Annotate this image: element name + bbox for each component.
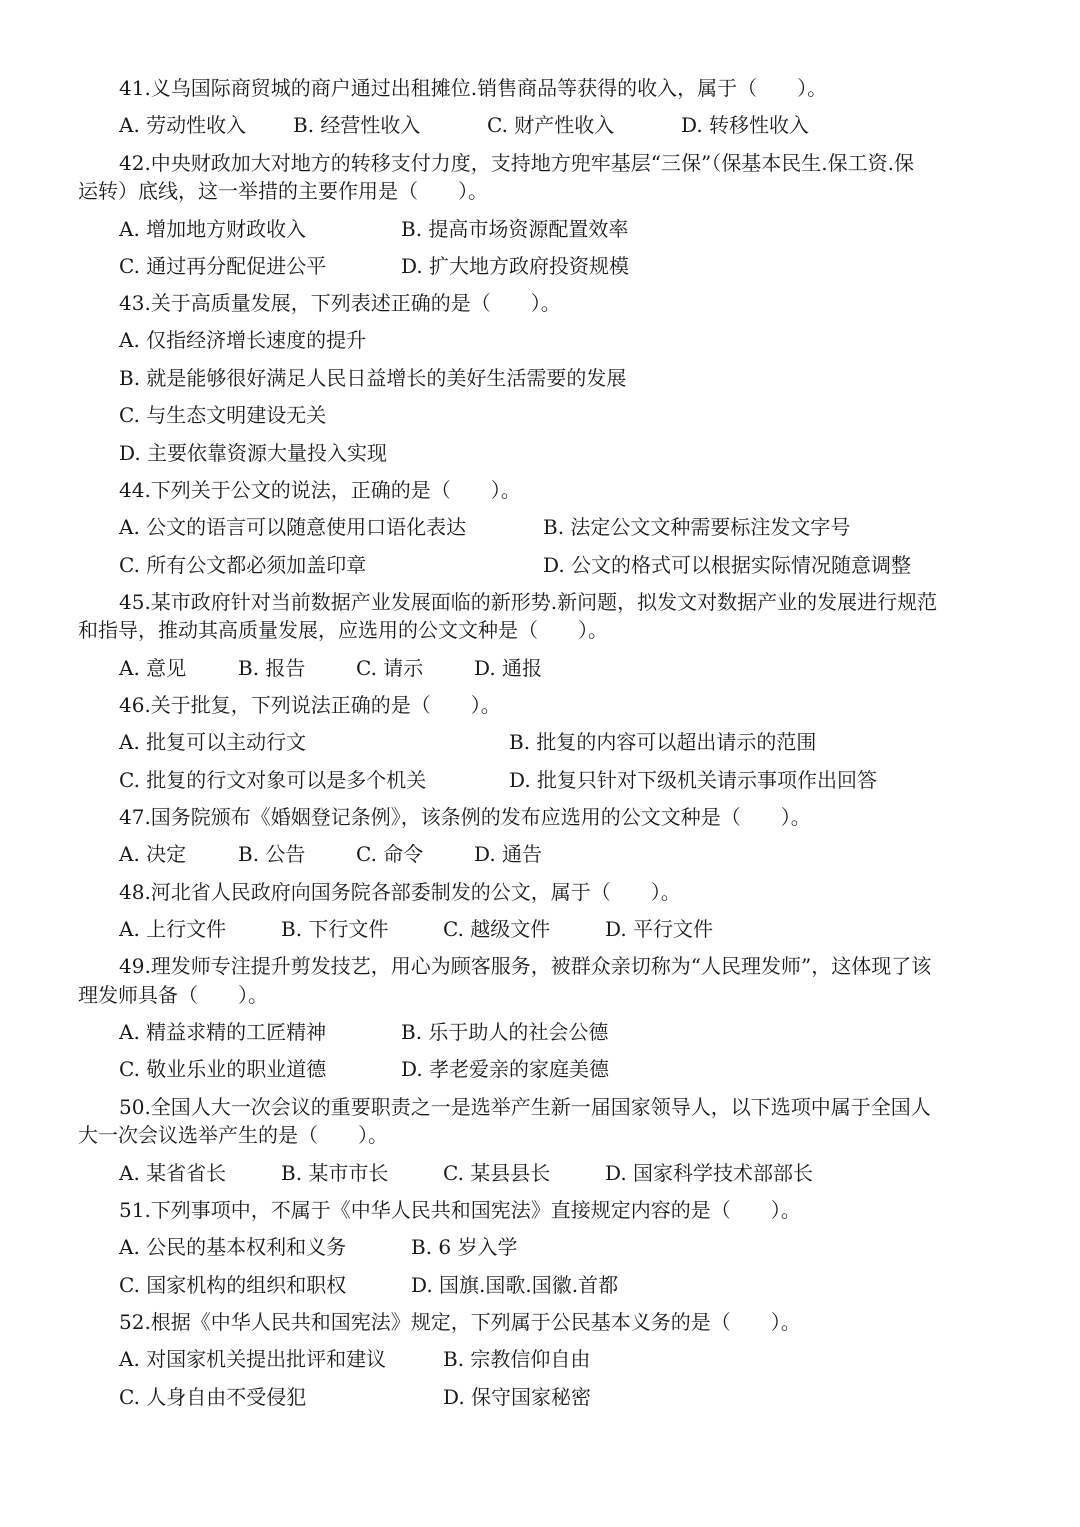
option-b: B. 经营性收入 xyxy=(293,113,421,137)
question-43-option-c xyxy=(0,397,1080,433)
option-b: B. 批复的内容可以超出请示的范围 xyxy=(509,730,817,754)
option-c: C. 命令 xyxy=(356,842,424,866)
option-d: D. 孝老爱亲的家庭美德 xyxy=(401,1057,610,1081)
question-43-stem xyxy=(0,285,1080,321)
question-42-options-row2 xyxy=(0,248,1080,284)
option-b: B. 提高市场资源配置效率 xyxy=(401,217,629,241)
stem-line: 48.河北省人民政府向国务院各部委制发的公文，属于（ ）。 xyxy=(119,880,681,904)
option-a: A. 仅指经济增长速度的提升 xyxy=(119,328,367,352)
option-c: C. 请示 xyxy=(356,656,424,680)
option-c: C. 越级文件 xyxy=(443,917,551,941)
option-d: D. 通告 xyxy=(474,842,543,866)
question-44-options-row1 xyxy=(0,509,1080,545)
option-a: A. 决定 xyxy=(119,842,187,866)
question-52-stem xyxy=(0,1304,1080,1340)
question-46-options-row1 xyxy=(0,724,1080,760)
option-b: B. 报告 xyxy=(238,656,306,680)
question-41-options xyxy=(0,107,1080,143)
question-44-stem xyxy=(0,472,1080,508)
question-50-options xyxy=(0,1155,1080,1191)
question-51-options-row1 xyxy=(0,1229,1080,1265)
question-45-stem-cont xyxy=(0,612,1080,648)
option-d: D. 国旗.国歌.国徽.首都 xyxy=(411,1273,619,1297)
stem-line: 运转）底线，这一举措的主要作用是（ ）。 xyxy=(78,179,488,203)
option-b: B. 法定公文文种需要标注发文字号 xyxy=(543,515,851,539)
option-d: D. 扩大地方政府投资规模 xyxy=(401,254,630,278)
option-a: A. 精益求精的工匠精神 xyxy=(119,1020,327,1044)
stem-line: 理发师具备（ ）。 xyxy=(78,983,268,1007)
question-49-options-row2 xyxy=(0,1051,1080,1087)
question-44-options-row2 xyxy=(0,547,1080,583)
option-c: C. 所有公文都必须加盖印章 xyxy=(119,553,367,577)
stem-line: 47.国务院颁布《婚姻登记条例》，该条例的发布应选用的公文文种是（ ）。 xyxy=(119,805,811,829)
stem-line: 大一次会议选举产生的是（ ）。 xyxy=(78,1123,388,1147)
option-a: A. 公民的基本权利和义务 xyxy=(119,1235,347,1259)
stem-line: 和指导，推动其高质量发展，应选用的公文文种是（ ）。 xyxy=(78,618,608,642)
option-b: B. 某市市长 xyxy=(281,1161,389,1185)
stem-line: 44.下列关于公文的说法，正确的是（ ）。 xyxy=(119,478,521,502)
question-49-stem-cont xyxy=(0,977,1080,1013)
question-41-stem xyxy=(0,70,1080,106)
question-50-stem-cont xyxy=(0,1117,1080,1153)
option-a: A. 公文的语言可以随意使用口语化表达 xyxy=(119,515,467,539)
question-51-options-row2 xyxy=(0,1267,1080,1303)
stem-line: 51.下列事项中，不属于《中华人民共和国宪法》直接规定内容的是（ ）。 xyxy=(119,1198,801,1222)
stem-line: 50.全国人大一次会议的重要职责之一是选举产生新一届国家领导人，以下选项中属于全国人 xyxy=(119,1095,931,1119)
option-c: C. 人身自由不受侵犯 xyxy=(119,1385,307,1409)
option-b: B. 6 岁入学 xyxy=(411,1235,518,1259)
option-c: C. 敬业乐业的职业道德 xyxy=(119,1057,327,1081)
question-46-options-row2 xyxy=(0,762,1080,798)
option-a: A. 劳动性收入 xyxy=(119,113,247,137)
stem-line: 45.某市政府针对当前数据产业发展面临的新形势.新问题，拟发文对数据产业的发展进行规范 xyxy=(119,590,938,614)
stem-line: 49.理发师专注提升剪发技艺，用心为顾客服务，被群众亲切称为“人民理发师”，这体现了该 xyxy=(119,954,932,978)
option-d: D. 国家科学技术部部长 xyxy=(605,1161,814,1185)
option-d: D. 保守国家秘密 xyxy=(443,1385,592,1409)
question-43-option-d xyxy=(0,435,1080,471)
option-d: D. 批复只针对下级机关请示事项作出回答 xyxy=(509,768,878,792)
question-48-options xyxy=(0,911,1080,947)
option-a: A. 批复可以主动行文 xyxy=(119,730,307,754)
stem-line: 46.关于批复，下列说法正确的是（ ）。 xyxy=(119,693,501,717)
question-47-stem xyxy=(0,799,1080,835)
option-a: A. 某省省长 xyxy=(119,1161,227,1185)
option-a: A. 增加地方财政收入 xyxy=(119,217,307,241)
question-46-stem xyxy=(0,687,1080,723)
option-a: A. 对国家机关提出批评和建议 xyxy=(119,1347,387,1371)
question-52-options-row1 xyxy=(0,1341,1080,1377)
question-48-stem xyxy=(0,874,1080,910)
option-c: C. 与生态文明建设无关 xyxy=(119,403,327,427)
option-c: C. 批复的行文对象可以是多个机关 xyxy=(119,768,427,792)
option-d: D. 主要依靠资源大量投入实现 xyxy=(119,441,388,465)
stem-line: 52.根据《中华人民共和国宪法》规定，下列属于公民基本义务的是（ ）。 xyxy=(119,1310,801,1334)
question-43-option-b xyxy=(0,360,1080,396)
option-d: D. 通报 xyxy=(474,656,543,680)
stem-line: 43.关于高质量发展，下列表述正确的是（ ）。 xyxy=(119,291,561,315)
question-49-options-row1 xyxy=(0,1014,1080,1050)
question-43-option-a xyxy=(0,322,1080,358)
question-42-options-row1 xyxy=(0,211,1080,247)
option-b: B. 下行文件 xyxy=(281,917,389,941)
option-b: B. 就是能够很好满足人民日益增长的美好生活需要的发展 xyxy=(119,366,627,390)
option-c: C. 国家机构的组织和职权 xyxy=(119,1273,347,1297)
question-52-options-row2 xyxy=(0,1379,1080,1415)
option-b: B. 乐于助人的社会公德 xyxy=(401,1020,609,1044)
option-c: C. 通过再分配促进公平 xyxy=(119,254,327,278)
option-c: C. 财产性收入 xyxy=(487,113,615,137)
stem-line: 41.义乌国际商贸城的商户通过出租摊位.销售商品等获得的收入，属于（ ）。 xyxy=(119,76,828,100)
option-d: D. 平行文件 xyxy=(605,917,714,941)
option-d: D. 转移性收入 xyxy=(681,113,810,137)
stem-line: 42.中央财政加大对地方的转移支付力度，支持地方兜牢基层“三保”（保基本民生.保工资.保 xyxy=(119,151,914,175)
question-45-options xyxy=(0,650,1080,686)
option-d: D. 公文的格式可以根据实际情况随意调整 xyxy=(543,553,912,577)
option-c: C. 某县县长 xyxy=(443,1161,551,1185)
option-a: A. 意见 xyxy=(119,656,187,680)
option-b: B. 宗教信仰自由 xyxy=(443,1347,591,1371)
question-42-stem-cont xyxy=(0,173,1080,209)
question-51-stem xyxy=(0,1192,1080,1228)
option-b: B. 公告 xyxy=(238,842,306,866)
option-a: A. 上行文件 xyxy=(119,917,227,941)
question-47-options xyxy=(0,836,1080,872)
